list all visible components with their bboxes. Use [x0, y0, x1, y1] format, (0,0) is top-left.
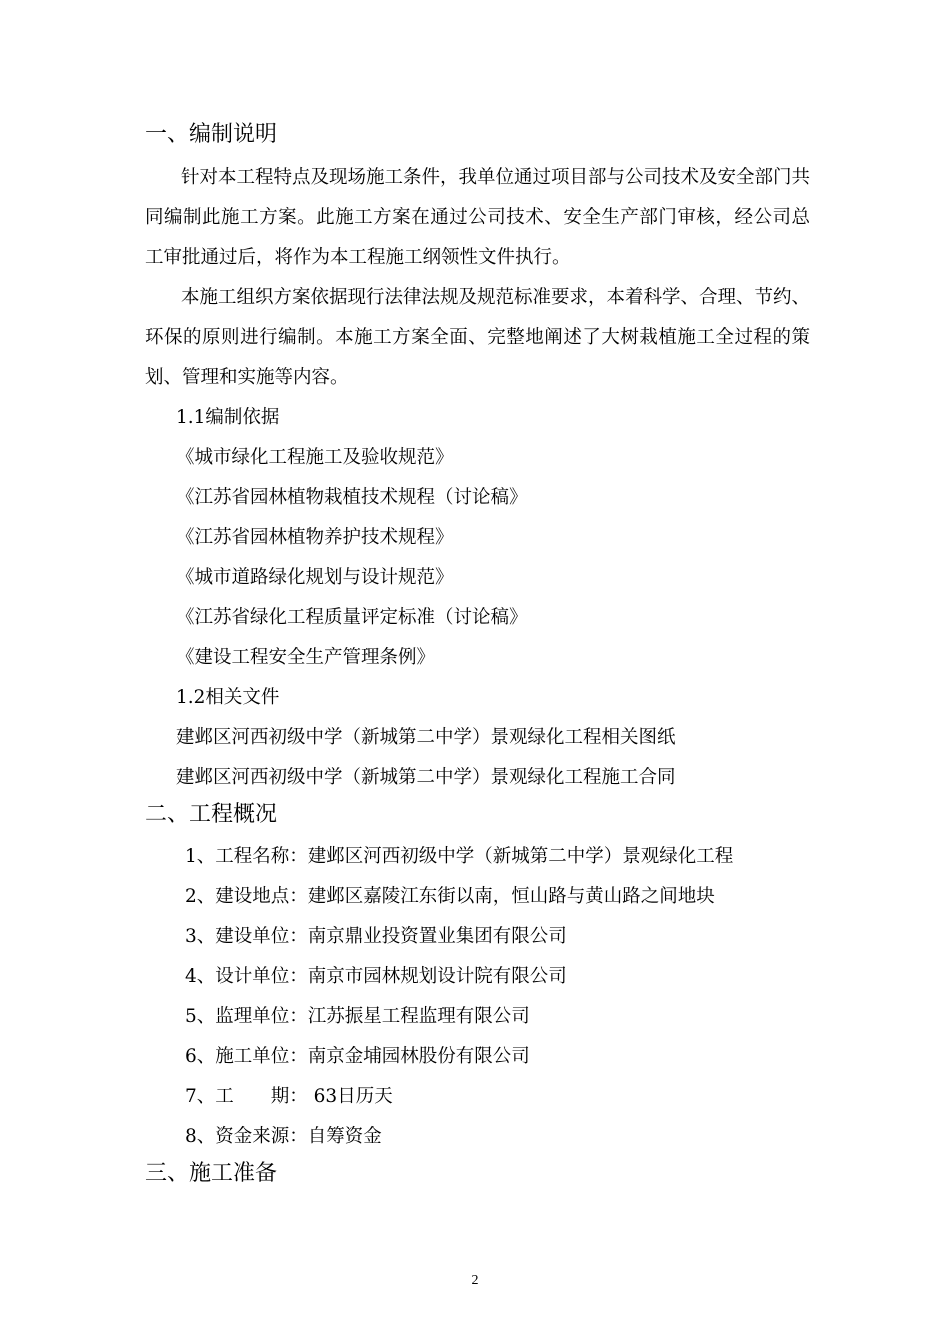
overview-item: 5、监理单位：江苏振星工程监理有限公司: [185, 1006, 530, 1027]
basis-item: 《江苏省园林植物养护技术规程》: [176, 527, 454, 548]
section-heading-2: 二、工程概况: [145, 802, 278, 827]
section-heading-1: 一、编制说明: [145, 122, 278, 147]
basis-item: 《城市绿化工程施工及验收规范》: [176, 447, 454, 468]
subsection-title-1-1: 1.1编制依据: [176, 407, 280, 428]
overview-item: 7、工 期： 63日历天: [185, 1086, 393, 1107]
basis-item: 《江苏省园林植物栽植技术规程（讨论稿》: [176, 487, 528, 508]
subsection-title-1-2: 1.2相关文件: [176, 687, 280, 708]
overview-item: 8、资金来源：自筹资金: [185, 1126, 382, 1147]
related-file-item: 建邺区河西初级中学（新城第二中学）景观绿化工程施工合同: [176, 767, 676, 788]
overview-item: 4、设计单位：南京市园林规划设计院有限公司: [185, 966, 567, 987]
page-number: 2: [471, 1273, 479, 1288]
overview-item: 3、建设单位：南京鼎业投资置业集团有限公司: [185, 926, 567, 947]
overview-item: 6、施工单位：南京金埔园林股份有限公司: [185, 1046, 530, 1067]
paragraph-2: 本施工组织方案依据现行法律法规及规范标准要求，本着科学、合理、节约、环保的原则进行编制。本施工方案全面、完整地阐述了大树栽植施工全过程的策划、管理和实施等内容。: [145, 287, 811, 388]
related-file-item: 建邺区河西初级中学（新城第二中学）景观绿化工程相关图纸: [176, 727, 676, 748]
basis-item: 《江苏省绿化工程质量评定标准（讨论稿》: [176, 607, 528, 628]
section-heading-3: 三、施工准备: [145, 1161, 278, 1186]
paragraph-1: 针对本工程特点及现场施工条件，我单位通过项目部与公司技术及安全部门共同编制此施工方案。此施工方案在通过公司技术、安全生产部门审核，经公司总工审批通过后，将作为本工程施工纲领性文件执行。: [145, 167, 811, 268]
basis-item: 《建设工程安全生产管理条例》: [176, 647, 436, 668]
basis-item: 《城市道路绿化规划与设计规范》: [176, 567, 454, 588]
overview-item: 1、工程名称：建邺区河西初级中学（新城第二中学）景观绿化工程: [185, 846, 734, 867]
overview-item: 2、建设地点：建邺区嘉陵江东街以南，恒山路与黄山路之间地块: [185, 886, 715, 907]
